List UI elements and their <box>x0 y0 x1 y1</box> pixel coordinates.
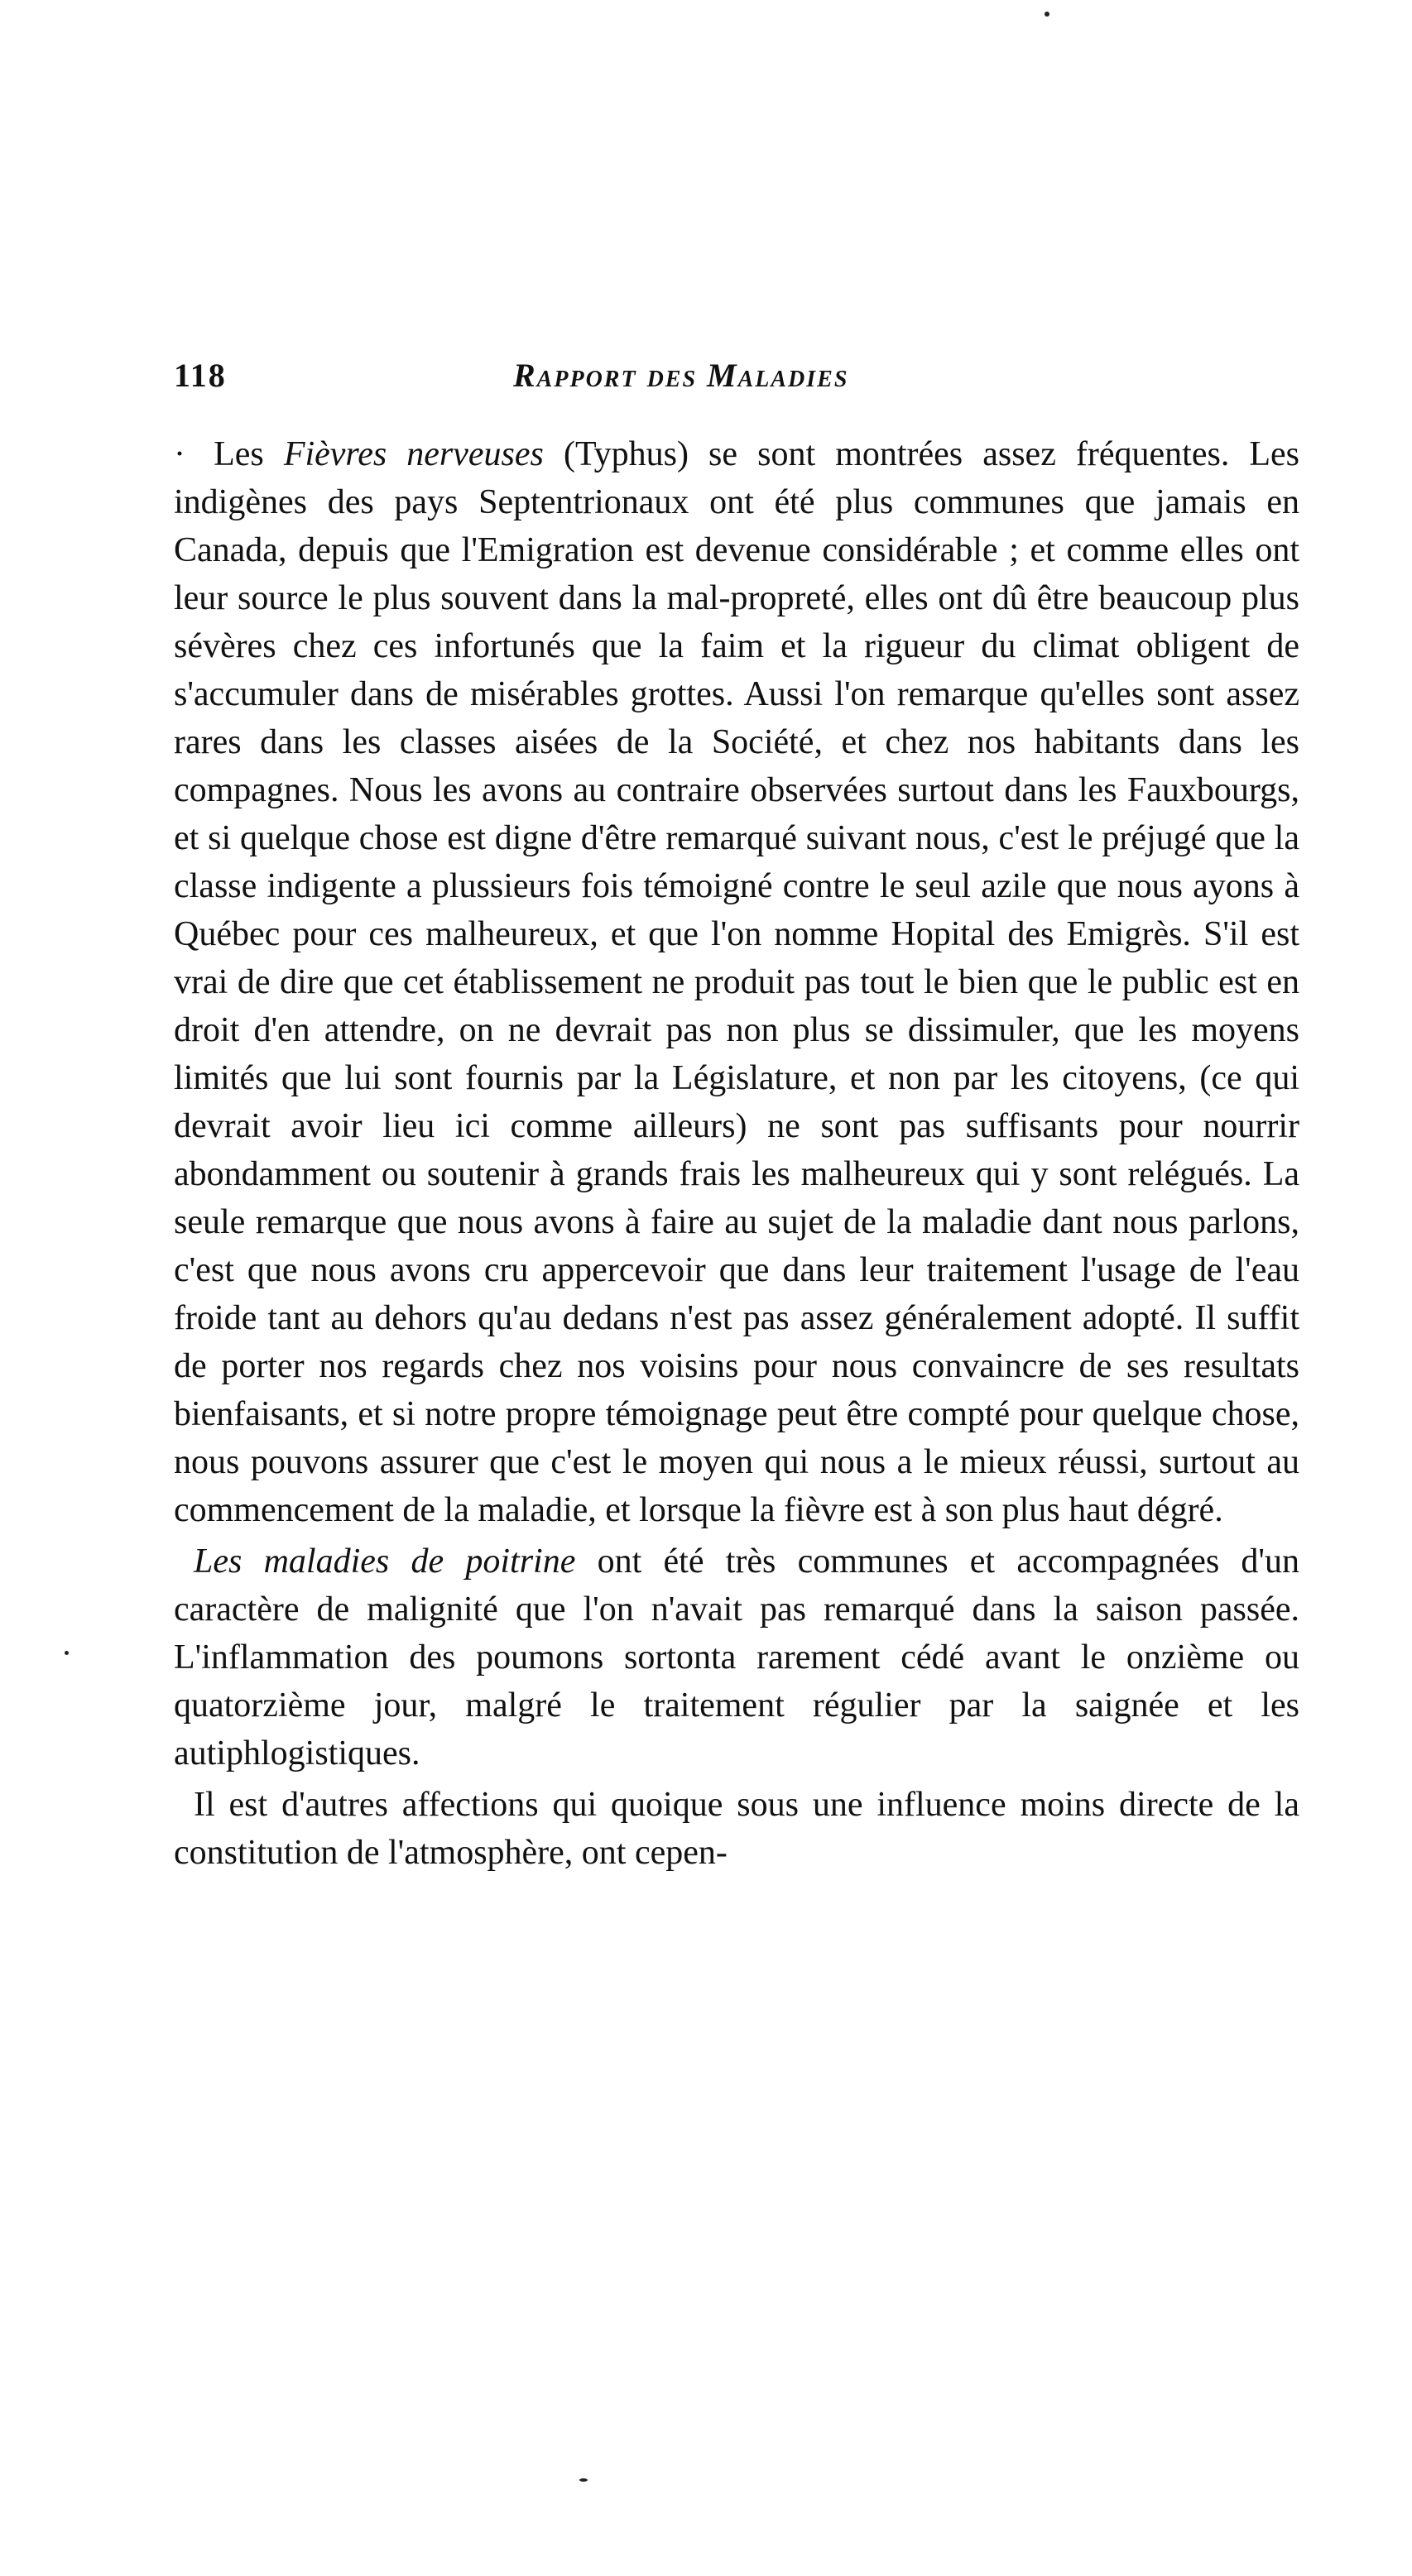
scan-speck <box>65 1651 69 1655</box>
running-head: Rapport des Maladies <box>513 357 849 394</box>
term-nervous-fevers: Fièvres nerveuses <box>283 435 544 473</box>
paragraph-lead: Les <box>214 435 264 473</box>
page-number: 118 <box>174 357 227 394</box>
paragraph-text: Il est d'autres affections qui quoique sous une influence moins directe de la constitution de l'atmosphère, ont cepen- <box>174 1786 1299 1872</box>
page-header <box>174 356 1308 414</box>
scan-speck <box>579 2478 588 2482</box>
paragraph-fevers <box>174 430 1299 1534</box>
bullet-mark: · <box>174 435 185 473</box>
term-chest-diseases: Les maladies de poitrine <box>194 1542 576 1581</box>
paragraph-text: ont été très communes et accompagnées d'un caractère de malignité que l'on n'avait pas remarqué dans la saison passée. L'inflammation des poumons sortonta rarement cédé avant le onzième ou quatorzième jour, malgré le traitement régulier par la saignée et les autiphlogistiques. <box>174 1542 1300 1772</box>
scan-speck <box>1045 12 1049 17</box>
paragraph-chest-diseases <box>174 1537 1299 1777</box>
body-text <box>174 430 1299 1880</box>
paragraph-other-affections <box>174 1781 1299 1877</box>
paragraph-text: (Typhus) se sont montrées assez fréquentes. Les indigènes des pays Septentrionaux ont été plus communes que jamais en Canada, depuis que l'Emigration est devenue considérable ; et comme elles ont leur source le plus souvent dans la mal-propreté, elles ont dû être beaucoup plus sévères chez ces infortunés que la faim et la rigueur du climat obligent de s'accumuler dans de misérables grottes. Aussi l'on remarque qu'elles sont assez rares dans les classes aisées de la Société, et chez nos habitants dans les compagnes. Nous les avons au contraire observées surtout dans les Fauxbourgs, et si quelque chose est digne d'être remarqué suivant nous, c'est le préjugé que la classe indigente a plussieurs fois témoigné contre le seul azile que nous ayons à Québec pour ces malheureux, et que l'on nomme Hopital des Emigrès. S'il est vrai de dire que cet établissement ne produit pas tout le bien que le public est en droit d'en attendre, on ne devrait pas non plus se dissimuler, que les moyens limités que lui sont fournis par la Législature, et non par les citoyens, (ce qui devrait avoir lieu ici comme ailleurs) ne sont pas suffisants pour nourrir abondamment ou soutenir à grands frais les malheureux qui y sont relégués. La seule remarque que nous avons à faire au sujet de la maladie dant nous parlons, c'est que nous avons cru appercevoir que dans leur traitement l'usage de l'eau froide tant au dehors qu'au dedans n'est pas assez généralement adopté. Il suffit de porter nos regards chez nos voisins pour nous convaincre de ses resultats bienfaisants, et si notre propre témoignage peut être compté pour quelque chose, nous pouvons assurer que c'est le moyen qui nous a le mieux réussi, surtout au commencement de la maladie, et lorsque la fièvre est à son plus haut dégré. <box>174 435 1300 1529</box>
